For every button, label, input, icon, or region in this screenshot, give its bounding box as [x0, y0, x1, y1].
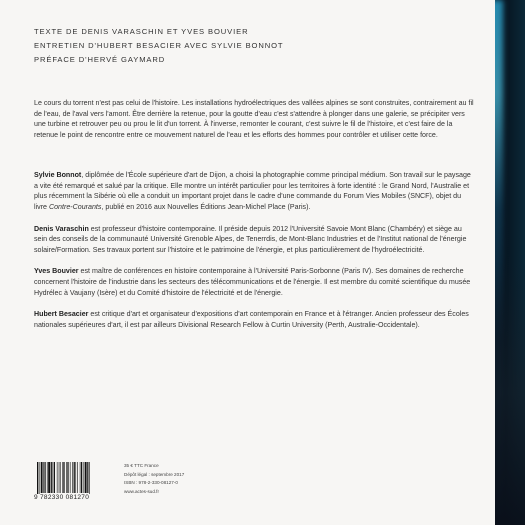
barcode-bar — [81, 462, 82, 493]
barcode-bar — [64, 462, 65, 493]
bio-yves-bouvier — [34, 266, 476, 298]
barcode-bar — [80, 462, 81, 493]
barcode-bar — [70, 462, 71, 493]
credits-block — [34, 25, 283, 67]
bio-name: Sylvie Bonnot — [34, 171, 82, 179]
bio-hubert-besacier — [34, 309, 476, 330]
isbn-text: ISBN : 978-2-330-08127-0 — [124, 480, 178, 486]
barcode-bar — [37, 462, 38, 496]
barcode-bar — [85, 462, 87, 493]
barcode-bar — [60, 462, 61, 493]
barcode-digits: 9 782330 081270 — [34, 494, 114, 501]
bio-text: , diplômée de l'École supérieure d'art de Dijon, a choisi la photographie comme principal médium. Son travail sur le paysage a vite été remarqué et salué par la critique. Elle montre un intérêt particulier pour les territoires à forte identité : le Grand Nord, l'Australie et plus récemment la Sibérie où elle a conduit un important projet dans le cadre d'une commande du Forum Vies Mobiles (SNCF), objet du livre — [34, 171, 471, 212]
bio-name: Yves Bouvier — [34, 267, 79, 276]
barcode-bar — [41, 462, 43, 493]
imprint-block — [124, 462, 184, 496]
author-bios — [34, 170, 476, 341]
barcode-bar — [54, 462, 55, 493]
bio-text: est maître de conférences en histoire contemporaine à l'Université Paris-Sorbonne (Paris IV). Ses domaines de recherche concernent l'histoire de l'industrie dans les secteurs des télécommunications et de l'énergie. Il est membre du comité scientifique du musée Hydrélec à Vaujany (Isère) et du Comité d'histoire de l'électricité et de l'énergie. — [34, 267, 471, 297]
credit-line: PRÉFACE D'HERVÉ GAYMARD — [34, 55, 166, 64]
intro-paragraph: Le cours du torrent n'est pas celui de l'histoire. Les installations hydroélectriques des vallées alpines se sont construites, contrairement au fil de l'eau, de l'aval vers l'amont. Être derrière la retenue, pour la goutte d'eau c'est s'attendre à plonger dans une galerie, se précipiter vers une turbine et retrouver peu ou prou le lit d'un torrent. À l'inverse, remonter le courant, c'est suivre le fil de l'histoire, et c'est faire de la retenue le point de rencontre entre ce mouvement naturel de l'eau et les efforts des hommes pour contrôler et utiliser cette force. — [34, 99, 474, 140]
barcode-bar — [48, 462, 50, 493]
barcode-bar — [74, 462, 75, 493]
barcode-bar — [51, 462, 52, 493]
barcode-bar — [43, 462, 44, 493]
barcode-bar — [72, 462, 73, 493]
barcode-bar — [57, 462, 58, 493]
bio-sylvie-bonnot — [34, 170, 476, 213]
bio-text: est professeur d'histoire contemporaine. Il préside depuis 2012 l'Université Savoie Mont Blanc (Chambéry) et siège au sein des conseils de la communauté Université Grenoble Alpes, de Tenerrdis, de Mont-Blanc Industries et de l'Institut national de l'énergie solaire/Formation. Ses travaux portent sur l'histoire et le patrimoine de l'énergie, et plus particulièrement de l'hydroélectricité. — [34, 224, 467, 254]
barcode-bar — [67, 462, 68, 493]
barcode-bar — [89, 462, 90, 496]
bio-name: Denis Varaschin — [34, 224, 89, 233]
legal-deposit-text: Dépôt légal : septembre 2017 — [124, 471, 185, 477]
bio-text: est critique d'art et organisateur d'expositions d'art contemporain en France et à l'étranger. Ancien professeur des Écoles nationales supérieures d'art, il est par ailleurs Divisional Research Fellow à Curtin University (Perth, Australie-Occidentale). — [34, 310, 469, 329]
barcode-bar — [59, 462, 60, 493]
barcode-bar — [44, 462, 45, 493]
barcode-bar — [53, 462, 54, 493]
barcode-bar — [87, 462, 88, 493]
barcode-bar — [75, 462, 76, 493]
bio-book-title: Contre-Courants — [48, 203, 102, 212]
barcode-bar — [39, 462, 40, 496]
barcode-bar — [77, 462, 78, 493]
bio-denis-varaschin — [34, 224, 476, 256]
price-text: 35 € TTC France — [124, 463, 159, 468]
credit-line: ENTRETIEN D'HUBERT BESACIER AVEC SYLVIE BONNOT — [34, 41, 284, 50]
bio-text-end: , publié en 2016 aux Nouvelles Éditions Jean-Michel Place (Paris). — [101, 203, 311, 212]
barcode-graphic — [34, 462, 112, 496]
barcode-bar — [84, 462, 85, 493]
credit-line: TEXTE DE DENIS VARASCHIN ET YVES BOUVIER — [34, 27, 249, 36]
publisher-url: www.actes-sud.fr — [124, 488, 159, 494]
cover-photo-edge — [495, 0, 525, 525]
barcode-bar — [66, 462, 67, 493]
barcode-bar — [47, 462, 48, 493]
bio-name: Hubert Besacier — [34, 310, 89, 319]
barcode-bar — [62, 462, 63, 493]
photo-shadow — [495, 0, 525, 525]
